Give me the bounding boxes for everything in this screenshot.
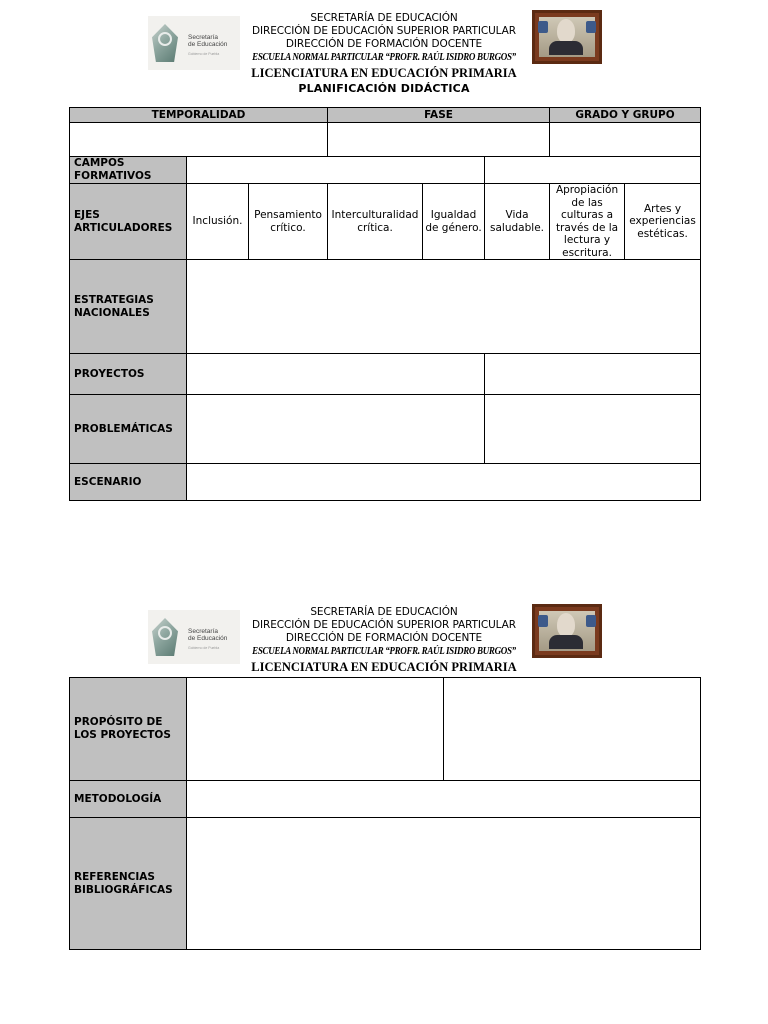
- table-header-row: [70, 108, 701, 123]
- logo-text: Secretaría de Educación: [188, 34, 228, 48]
- degree-title: LICENCIATURA EN EDUCACIÓN PRIMARIA: [251, 660, 517, 674]
- planning-table: [69, 107, 701, 501]
- ejes-articuladores-label: EJES ARTICULADORES: [70, 184, 187, 260]
- school-name: ESCUELA NORMAL PARTICULAR “PROFR. RAÚL ISIDRO BURGOS”: [252, 51, 516, 63]
- projects-table: [69, 677, 701, 950]
- eje-pensamiento-critico: Pensamiento crítico.: [249, 184, 328, 260]
- eje-artes: Artes y experiencias estéticas.: [625, 184, 701, 260]
- eje-vida-saludable: Vida saludable.: [485, 184, 550, 260]
- proyectos-row: [70, 354, 701, 395]
- header-grado-grupo: GRADO Y GRUPO: [550, 108, 701, 123]
- problematicas-field-2[interactable]: [485, 395, 701, 464]
- school-name: ESCUELA NORMAL PARTICULAR “PROFR. RAÚL ISIDRO BURGOS”: [252, 645, 516, 657]
- proyectos-field-1[interactable]: [187, 354, 485, 395]
- estrategias-nacionales-label: ESTRATEGIAS NACIONALES: [70, 260, 187, 354]
- proyectos-field-2[interactable]: [485, 354, 701, 395]
- header-input-row: [70, 123, 701, 157]
- campos-formativos-field-1[interactable]: [187, 157, 485, 184]
- proposito-label: PROPÓSITO DE LOS PROYECTOS: [70, 678, 187, 781]
- metodologia-row: [70, 781, 701, 818]
- metodologia-label: METODOLOGÍA: [70, 781, 187, 818]
- secretaria-title: SECRETARÍA DE EDUCACIÓN: [310, 12, 458, 24]
- eje-interculturalidad: Interculturalidad crítica.: [328, 184, 423, 260]
- direccion-superior-title: DIRECCIÓN DE EDUCACIÓN SUPERIOR PARTICULAR: [252, 619, 516, 631]
- direccion-formacion-title: DIRECCIÓN DE FORMACIÓN DOCENTE: [285, 38, 483, 50]
- secretaria-title: SECRETARÍA DE EDUCACIÓN: [310, 606, 458, 618]
- proposito-field-1[interactable]: [187, 678, 444, 781]
- degree-title: LICENCIATURA EN EDUCACIÓN PRIMARIA: [251, 66, 517, 80]
- fase-field[interactable]: [328, 123, 550, 157]
- eje-lectura-escritura: Apropiación de las culturas a través de la lectura y escritura.: [550, 184, 625, 260]
- estrategias-row: [70, 260, 701, 354]
- logo-subtext: Gobierno de Puebla: [188, 52, 220, 56]
- problematicas-field-1[interactable]: [187, 395, 485, 464]
- temporalidad-field[interactable]: [70, 123, 328, 157]
- metodologia-field[interactable]: [187, 781, 701, 818]
- header-temporalidad: TEMPORALIDAD: [70, 108, 328, 123]
- escenario-field[interactable]: [187, 464, 701, 501]
- campos-formativos-label: CAMPOS FORMATIVOS: [70, 157, 187, 184]
- estrategias-nacionales-field[interactable]: [187, 260, 701, 354]
- grado-grupo-field[interactable]: [550, 123, 701, 157]
- logo-text: Secretaría de Educación: [188, 628, 228, 642]
- proyectos-label: PROYECTOS: [70, 354, 187, 395]
- ejes-row: [70, 184, 701, 260]
- page-2: [0, 594, 768, 1024]
- eje-igualdad-genero: Igualdad de género.: [423, 184, 485, 260]
- campos-formativos-field-2[interactable]: [485, 157, 701, 184]
- referencias-row: [70, 818, 701, 950]
- document-title: PLANIFICACIÓN DIDÁCTICA: [298, 82, 470, 95]
- direccion-superior-title: DIRECCIÓN DE EDUCACIÓN SUPERIOR PARTICULAR: [252, 25, 516, 37]
- direccion-formacion-title: DIRECCIÓN DE FORMACIÓN DOCENTE: [285, 632, 483, 644]
- problematicas-label: PROBLEMÁTICAS: [70, 395, 187, 464]
- proposito-field-2[interactable]: [444, 678, 701, 781]
- proposito-row: [70, 678, 701, 781]
- eje-inclusion: Inclusión.: [187, 184, 249, 260]
- campos-row: [70, 157, 701, 184]
- referencias-label: REFERENCIAS BIBLIOGRÁFICAS: [70, 818, 187, 950]
- referencias-field[interactable]: [187, 818, 701, 950]
- document-header: [0, 0, 768, 104]
- problematicas-row: [70, 395, 701, 464]
- logo-subtext: Gobierno de Puebla: [188, 646, 220, 650]
- escenario-row: [70, 464, 701, 501]
- escenario-label: ESCENARIO: [70, 464, 187, 501]
- header-fase: FASE: [328, 108, 550, 123]
